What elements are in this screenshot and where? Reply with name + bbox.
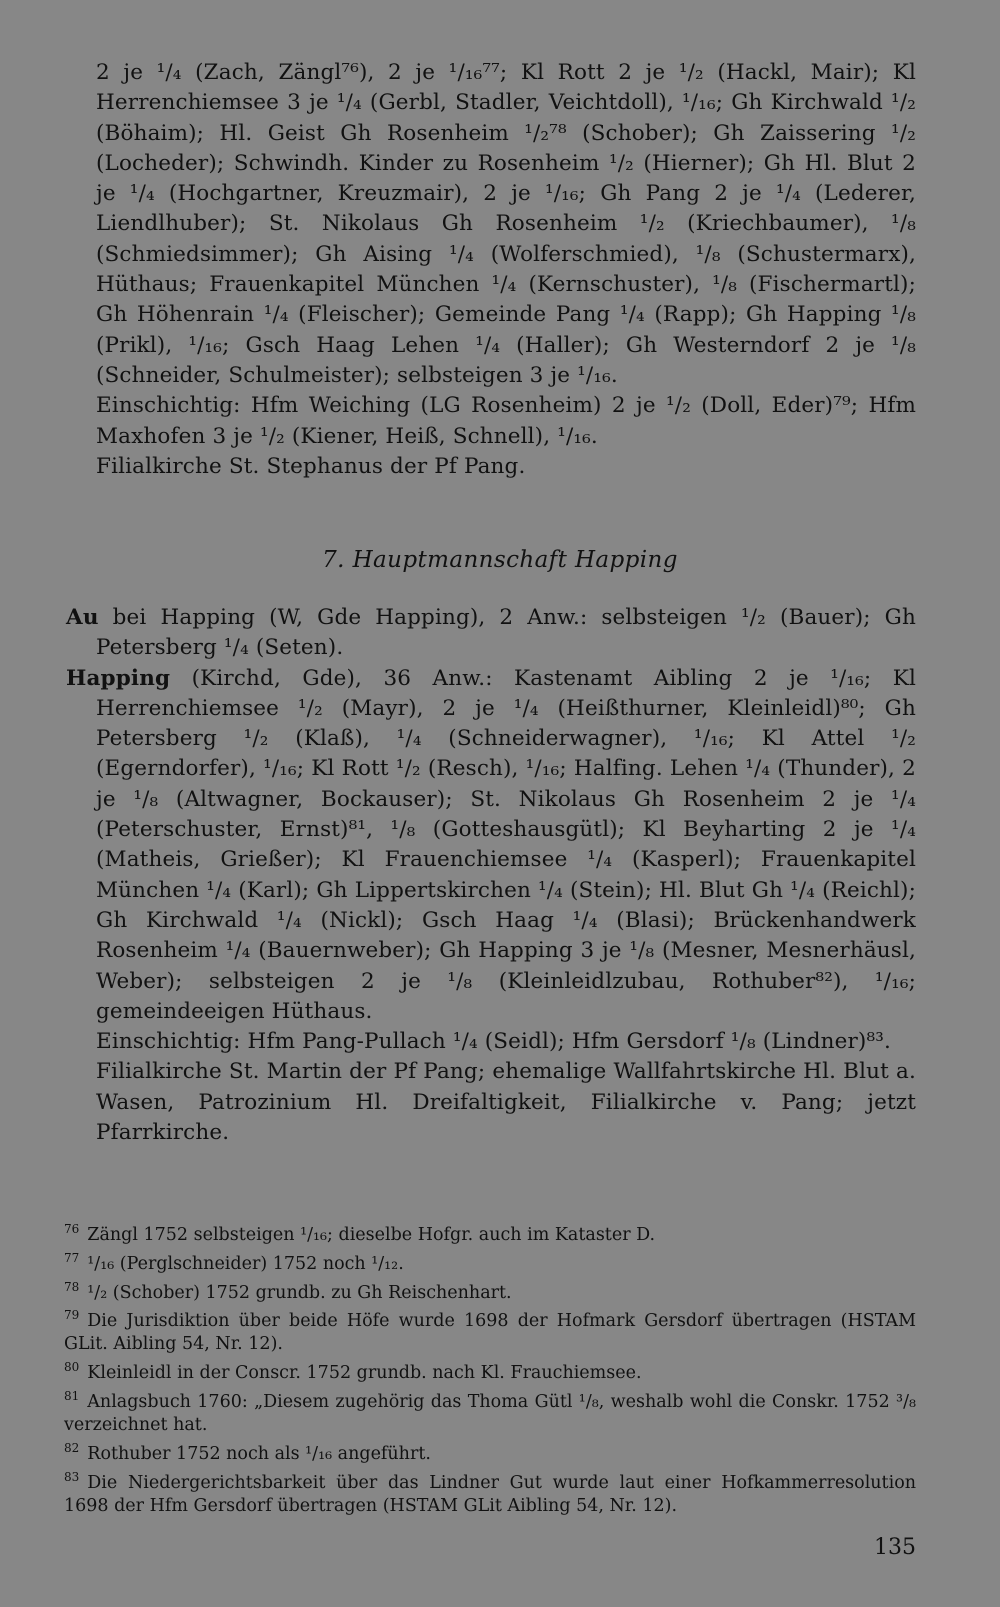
paragraph: 2 je ¹/₄ (Zach, Zängl⁷⁶), 2 je ¹/₁₆⁷⁷; Kl Rott 2 je ¹/₂ (Hackl, Mair); Kl Herrenchiemsee 3 je ¹/₄ (Gerbl, Stadler, Veichtdoll), ¹/₁₆; Gh Kirchwald ¹/₂ (Böhaim); Hl. Geist Gh Rosenheim ¹/₂⁷⁸ (Schober); Gh Zaissering ¹/₂ (Locheder); Schwindh. Kinder zu Rosenheim ¹/₂ (Hierner); Gh Hl. Blut 2 je ¹/₄ (Hochgartner, Kreuzmair), 2 je ¹/₁₆; Gh Pang 2 je ¹/₄ (Lederer, Liendlhuber); St. Nikolaus Gh Rosenheim ¹/₂ (Kriechbaumer), ¹/₈ (Schmiedsimmer); Gh Aising ¹/₄ (Wolferschmied), ¹/₈ (Schustermarx), Hüthaus; Frauenkapitel München ¹/₄ (Kernschuster), ¹/₈ (Fischermartl); Gh Höhenrain ¹/₄ (Fleischer); Gemeinde Pang ¹/₄ (Rapp); Gh Happing ¹/₈ (Prikl), ¹/₁₆; Gsch Haag Lehen ¹/₄ (Haller); Gh Westerndorf 2 je ¹/₈ (Schneider, Schulmeister); selbsteigen 3 je ¹/₁₆. (96, 60, 916, 388)
footnote (64, 1304, 916, 1356)
continued-entry-text (96, 58, 916, 482)
entry-note: Einschichtig: Hfm Pang-Pullach ¹/₄ (Seidl); Hfm Gersdorf ¹/₈ (Lindner)⁸³. (96, 1029, 891, 1055)
footnote-mark: 76 (64, 1222, 80, 1236)
paragraph: Filialkirche St. Stephanus der Pf Pang. (96, 453, 526, 479)
place-entry-text: (Kirchd, Gde), 36 Anw.: Kastenamt Aibling 2 je ¹/₁₆; Kl Herrenchiemsee ¹/₂ (Mayr), 2 je ¹/₄ (Heißthurner, Kleinleidl)⁸⁰; Gh Petersberg ¹/₂ (Klaß), ¹/₄ (Schneiderwagner), ¹/₁₆; Kl Attel ¹/₂ (Egerndorfer), ¹/₁₆; Kl Rott ¹/₂ (Resch), ¹/₁₆; Halfing. Lehen ¹/₄ (Thunder), 2 je ¹/₈ (Altwagner, Bockauser); St. Nikolaus Gh Rosenheim 2 je ¹/₄ (Peterschuster, Ernst)⁸¹, ¹/₈ (Gotteshausgütl); Kl Beyharting 2 je ¹/₄ (Matheis, Grießer); Kl Frauenchiemsee ¹/₄ (Kasperl); Frauenkapitel München ¹/₄ (Karl); Gh Lippertskirchen ¹/₄ (Stein); Hl. Blut Gh ¹/₄ (Reichl); Gh Kirchwald ¹/₄ (Nickl); Gsch Haag ¹/₄ (Blasi); Brückenhandwerk Rosenheim ¹/₄ (Bauernweber); Gh Happing 3 je ¹/₈ (Mesner, Mesnerhäusl, Weber); selbsteigen 2 je ¹/₈ (Kleinleidlzubau, Rothuber⁸²), ¹/₁₆; gemeindeeigen Hüthaus. (96, 665, 916, 1024)
place-entries (66, 603, 916, 1148)
footnote-mark: 80 (64, 1360, 80, 1375)
footnote (64, 1276, 916, 1305)
entry-note: Filialkirche St. Martin der Pf Pang; ehemalige Wallfahrtskirche Hl. Blut a. Wasen, Patrozinium Hl. Dreifaltigkeit, Filialkirche v. Pang; jetzt Pfarrkirche. (96, 1059, 916, 1146)
paragraph: Einschichtig: Hfm Weiching (LG Rosenheim) 2 je ¹/₂ (Doll, Eder)⁷⁹; Hfm Maxhofen 3 je ¹/₂ (Kiener, Heiß, Schnell), ¹/₁₆. (96, 393, 916, 449)
footnote-mark: 79 (64, 1308, 80, 1323)
place-entry (66, 603, 916, 664)
footnote (64, 1247, 916, 1276)
place-entry-text: bei Happing (W, Gde Happing), 2 Anw.: selbsteigen ¹/₂ (Bauer); Gh Petersberg ¹/₄ (Seten). (96, 605, 916, 661)
footnote-mark: 83 (64, 1469, 80, 1484)
footnotes (64, 1218, 916, 1518)
place-name: Happing (66, 665, 171, 691)
footnote-mark: 77 (64, 1250, 80, 1265)
footnote-text: Die Niedergerichtsbarkeit über das Lindner Gut wurde laut einer Hofkammerresolution 1698 der Hfm Gersdorf übertragen (HSTAM GLit Aibling 54, Nr. 12). (64, 1472, 916, 1516)
footnote-text: Kleinleidl in der Conscr. 1752 grundb. nach Kl. Frauchiemsee. (87, 1363, 642, 1384)
footnote-text: ¹/₂ (Schober) 1752 grundb. zu Gh Reischenhart. (87, 1282, 512, 1303)
footnote-mark: 82 (64, 1440, 80, 1455)
footnote (64, 1385, 916, 1437)
footnote-text: Die Jurisdiktion über beide Höfe wurde 1698 der Hofmark Gersdorf übertragen (HSTAM GLit. Aibling 54, Nr. 12). (64, 1311, 916, 1355)
footnote-mark: 78 (64, 1279, 80, 1294)
footnote-text: Anlagsbuch 1760: „Diesem zugehörig das Thoma Gütl ¹/₈, weshalb wohl die Conskr. 1752 ³/₈ verzeichnet hat. (64, 1391, 916, 1435)
section-heading: 7. Hauptmannschaft Happing (322, 547, 678, 573)
footnote-mark: 81 (64, 1389, 80, 1404)
place-name: Au (66, 605, 99, 630)
footnote-text: ¹/₁₆ (Perglschneider) 1752 noch ¹/₁₂. (87, 1253, 404, 1274)
footnote (64, 1356, 916, 1385)
footnote-text: Rothuber 1752 noch als ¹/₁₆ angeführt. (87, 1443, 431, 1464)
footnote-text: Zängl 1752 selbsteigen ¹/₁₆; dieselbe Hofgr. auch im Kataster D. (87, 1224, 656, 1245)
footnote (64, 1437, 916, 1466)
footnote (64, 1218, 916, 1247)
footnote (64, 1466, 916, 1518)
page-number: 135 (874, 1535, 916, 1560)
place-entry (66, 664, 916, 1028)
